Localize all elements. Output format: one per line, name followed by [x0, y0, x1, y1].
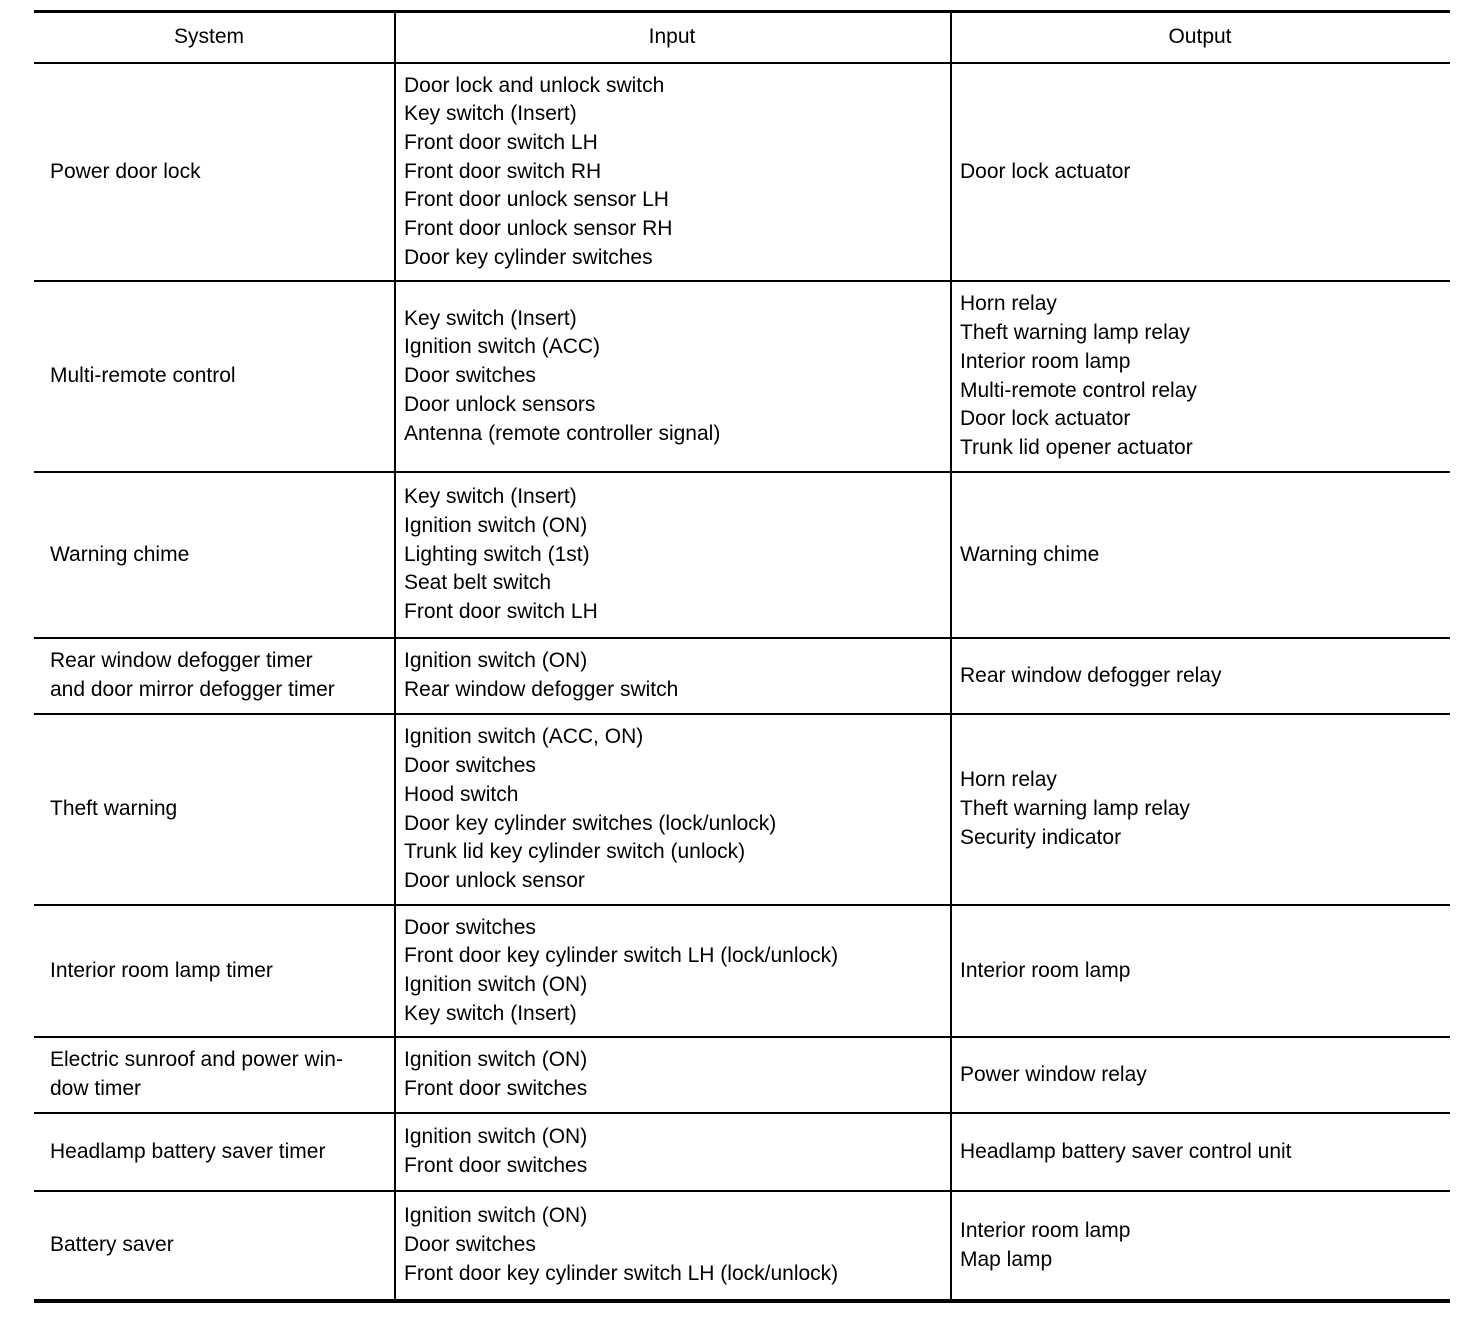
output-cell [950, 1114, 1450, 1190]
system-line: Rear window defogger timer [50, 649, 313, 673]
input-line: Trunk lid key cylinder switch (unlock) [404, 840, 746, 864]
control-systems-table [34, 10, 1450, 1303]
input-line: Front door switch RH [404, 159, 602, 183]
table-row [34, 1114, 1450, 1192]
input-line: Key switch (Insert) [404, 1001, 577, 1025]
output-line: Warning chime [960, 542, 1100, 566]
system-line: Battery saver [50, 1233, 174, 1257]
system-line: Multi-remote control [50, 364, 236, 388]
input-line: Ignition switch (ON) [404, 1048, 588, 1072]
output-line: Power window relay [960, 1062, 1147, 1086]
system-cell [34, 1192, 394, 1299]
output-cell [950, 906, 1450, 1036]
input-cell [394, 906, 950, 1036]
input-line: Antenna (remote controller signal) [404, 421, 721, 445]
input-cell [394, 1192, 950, 1299]
output-line: Interior room lamp [960, 958, 1131, 982]
table-row [34, 715, 1450, 906]
input-line: Key switch (Insert) [404, 306, 577, 330]
output-line: Horn relay [960, 768, 1057, 792]
header-system: System [173, 25, 244, 49]
system-cell [34, 1038, 394, 1112]
input-cell [394, 1038, 950, 1112]
output-cell [950, 1192, 1450, 1299]
input-line: Door switches [404, 754, 536, 778]
input-cell [394, 715, 950, 904]
system-line: Electric sunroof and power win- [50, 1048, 343, 1072]
input-line: Front door key cylinder switch LH (lock/unlock) [404, 1261, 839, 1285]
input-line: Hood switch [404, 782, 519, 806]
output-cell [950, 282, 1450, 471]
input-line: Ignition switch (ON) [404, 973, 588, 996]
input-line: Door unlock sensor [404, 868, 585, 892]
output-line: Multi-remote control relay [960, 378, 1197, 402]
input-line: Key switch (Insert) [404, 485, 577, 509]
output-line: Rear window defogger relay [960, 663, 1222, 687]
input-line: Ignition switch (ON) [404, 649, 588, 673]
output-line: Door lock actuator [960, 407, 1131, 431]
table-body [34, 64, 1450, 1299]
input-cell [394, 473, 950, 637]
output-line: Interior room lamp [960, 349, 1131, 373]
output-line: Trunk lid opener actuator [960, 435, 1193, 459]
system-cell [34, 906, 394, 1036]
table-row [34, 906, 1450, 1038]
output-cell [950, 639, 1450, 713]
table-row [34, 473, 1450, 639]
system-cell [34, 715, 394, 904]
output-line: Door lock actuator [960, 159, 1131, 183]
table-row [34, 639, 1450, 715]
input-line: Door key cylinder switches (lock/unlock) [404, 811, 777, 835]
system-cell [34, 64, 394, 280]
output-line: Horn relay [960, 292, 1057, 316]
system-line: Headlamp battery saver timer [50, 1139, 326, 1163]
output-line: Theft warning lamp relay [960, 797, 1190, 821]
system-line: Theft warning [50, 797, 178, 821]
input-line: Front door switches [404, 1154, 588, 1177]
input-line: Door unlock sensors [404, 392, 596, 416]
output-cell [950, 715, 1450, 904]
system-line: Interior room lamp timer [50, 958, 273, 982]
system-cell [34, 473, 394, 637]
input-cell [394, 639, 950, 713]
input-line: Front door switches [404, 1077, 588, 1100]
system-line: and door mirror defogger timer [50, 678, 335, 701]
input-line: Door lock and unlock switch [404, 73, 665, 97]
input-cell [394, 64, 950, 280]
output-line: Security indicator [960, 825, 1122, 849]
output-line: Interior room lamp [960, 1218, 1131, 1242]
system-line: Power door lock [50, 159, 201, 183]
input-line: Lighting switch (1st) [404, 542, 590, 566]
input-line: Door switches [404, 1233, 536, 1257]
table-row [34, 282, 1450, 473]
output-line: Map lamp [960, 1247, 1053, 1271]
system-cell [34, 1114, 394, 1190]
input-cell [394, 282, 950, 471]
input-line: Rear window defogger switch [404, 678, 679, 701]
header-output: Output [950, 13, 1450, 62]
input-line: Key switch (Insert) [404, 102, 577, 126]
input-line: Front door switch LH [404, 130, 598, 154]
output-line: Theft warning lamp relay [960, 321, 1190, 345]
input-line: Front door switch LH [404, 600, 598, 624]
input-line: Ignition switch (ACC) [404, 335, 601, 359]
table-row [34, 1192, 1450, 1299]
input-line: Front door unlock sensor RH [404, 217, 673, 241]
input-cell [394, 1114, 950, 1190]
input-line: Front door unlock sensor LH [404, 188, 669, 212]
input-line: Door switches [404, 915, 536, 939]
input-line: Seat belt switch [404, 571, 552, 595]
output-cell [950, 473, 1450, 637]
table-row [34, 1038, 1450, 1114]
input-line: Front door key cylinder switch LH (lock/unlock) [404, 944, 839, 968]
input-line: Ignition switch (ACC, ON) [404, 725, 644, 749]
output-cell [950, 64, 1450, 280]
system-cell [34, 282, 394, 471]
system-cell [34, 639, 394, 713]
input-line: Ignition switch (ON) [404, 1204, 588, 1228]
input-line: Ignition switch (ON) [404, 1125, 588, 1149]
header-input: Input [394, 13, 950, 62]
table-header-row [34, 13, 1450, 64]
output-cell [950, 1038, 1450, 1112]
input-line: Door key cylinder switches [404, 245, 653, 269]
input-line: Door switches [404, 364, 536, 388]
output-line: Headlamp battery saver control unit [960, 1139, 1292, 1163]
system-line: Warning chime [50, 542, 190, 566]
system-line: dow timer [50, 1077, 142, 1100]
input-line: Ignition switch (ON) [404, 513, 588, 537]
table-row [34, 64, 1450, 282]
